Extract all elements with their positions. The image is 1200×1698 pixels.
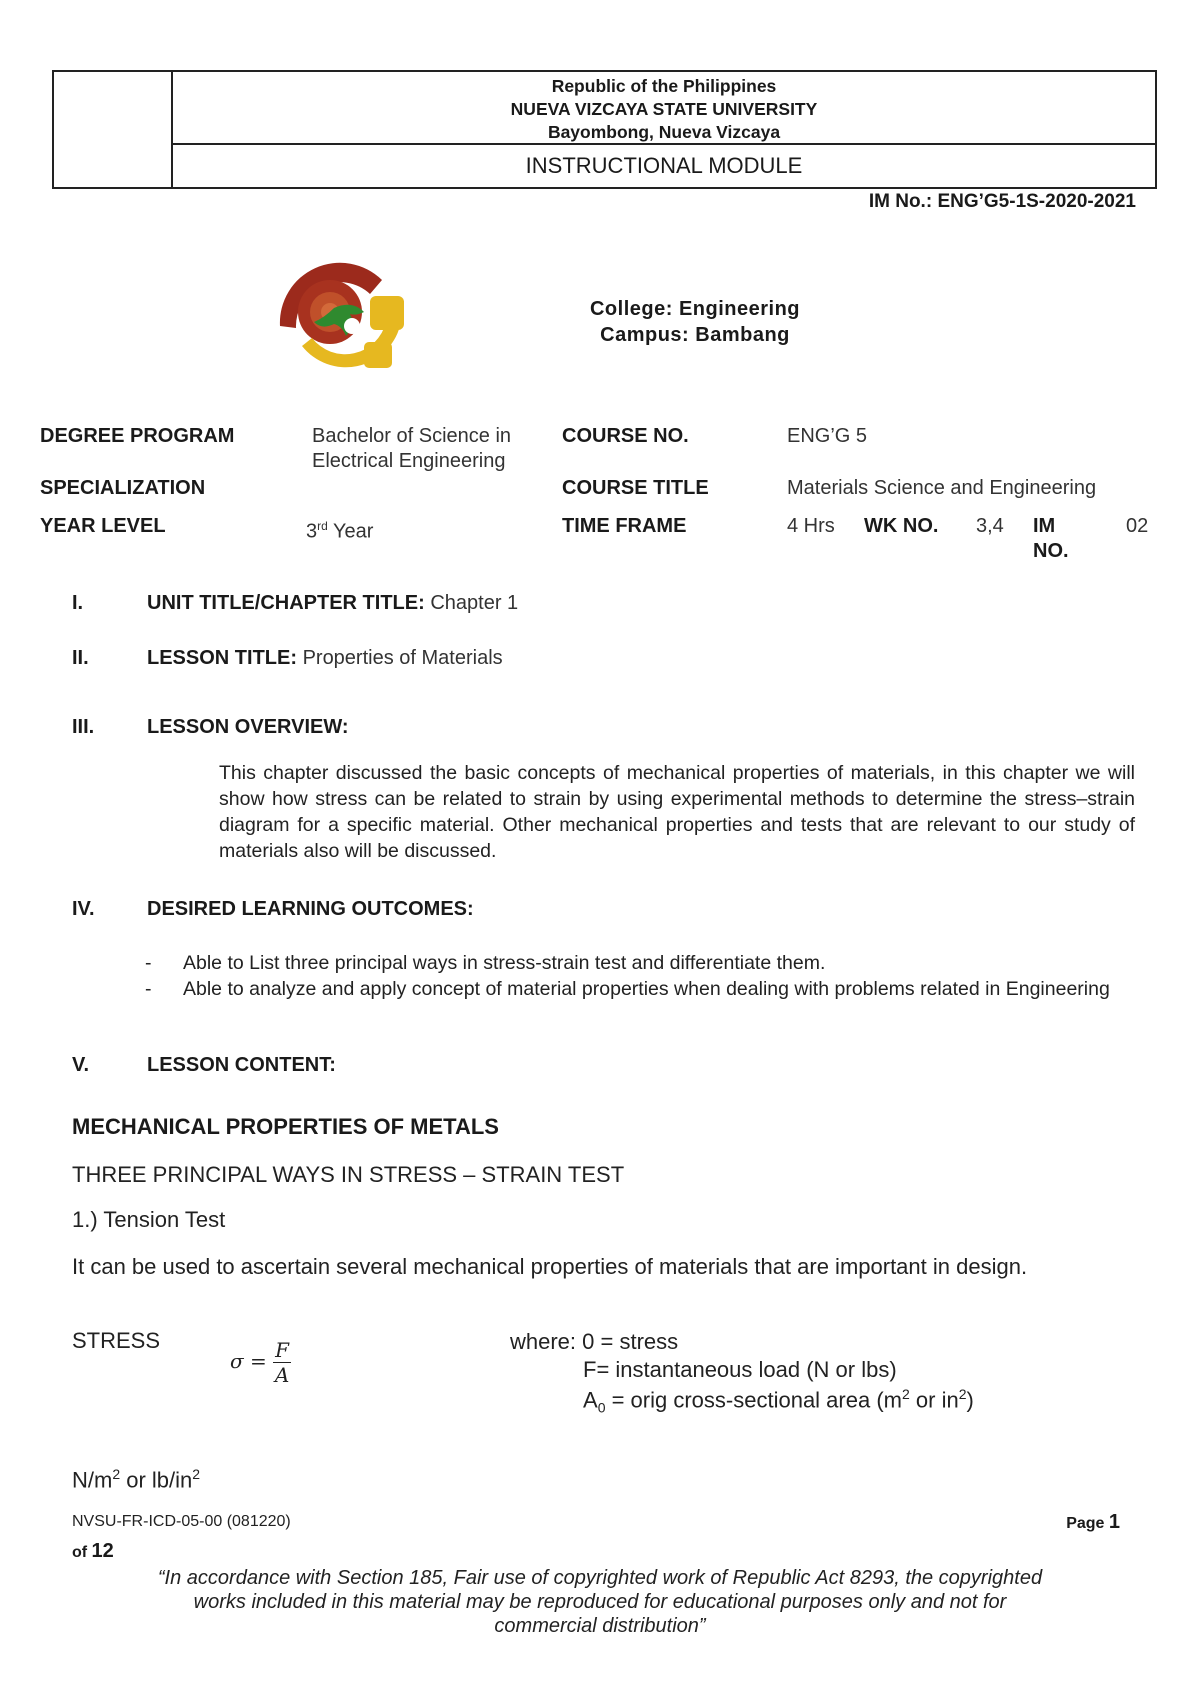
formula-denominator: A bbox=[274, 1363, 290, 1387]
copyright-disclaimer: “In accordance with Section 185, Fair use of copyrighted work of Republic Act 8293, the copyrighted works included in this material may be reproduced for educational purposes only and not for commercial distribution” bbox=[157, 1567, 1043, 1637]
section-2-number: II. bbox=[72, 647, 89, 669]
section-2-label: LESSON TITLE: bbox=[147, 647, 297, 669]
area-text-2: or in bbox=[909, 1387, 959, 1413]
of-num-value: 12 bbox=[91, 1540, 114, 1562]
outcome-2-bullet: - bbox=[145, 978, 152, 1000]
im-no-value: 02 bbox=[1126, 515, 1149, 537]
units-part-1: N/m bbox=[72, 1467, 113, 1493]
year-level-value bbox=[306, 514, 373, 545]
lesson-overview-text: This chapter discussed the basic concepts of mechanical properties of materials, in this chapter we will show how stress can be related to strain by using experimental methods to determine the stress–strain diagram for a specific material. Other mechanical properties and tests that are relevant to our study of materials also will be discussed. bbox=[219, 762, 1135, 862]
year-sup: rd bbox=[317, 519, 328, 533]
stress-formula bbox=[230, 1338, 291, 1387]
college-logo bbox=[272, 256, 412, 376]
course-title-value: Materials Science and Engineering bbox=[787, 477, 1097, 499]
section-2-value: Properties of Materials bbox=[302, 647, 503, 669]
section-3-heading bbox=[147, 716, 349, 739]
area-symbol: A bbox=[583, 1387, 598, 1413]
section-4-heading bbox=[147, 898, 474, 921]
area-text-3: ) bbox=[966, 1387, 974, 1413]
formula-fraction bbox=[273, 1338, 291, 1387]
formula-numerator: F bbox=[275, 1338, 290, 1362]
section-1-number: I. bbox=[72, 592, 84, 614]
time-frame-label: TIME FRAME bbox=[562, 515, 687, 537]
college-line: College: Engineering bbox=[589, 298, 801, 320]
three-ways-heading: THREE PRINCIPAL WAYS IN STRESS – STRAIN TEST bbox=[72, 1162, 625, 1187]
area-subscript: 0 bbox=[597, 1399, 606, 1416]
section-1-label: UNIT TITLE/CHAPTER TITLE: bbox=[147, 592, 425, 614]
area-sup-1: 2 bbox=[901, 1386, 910, 1402]
wk-no-label: WK NO. bbox=[864, 515, 939, 537]
section-1-heading bbox=[147, 592, 518, 615]
im-number: IM No.: ENG’G5-1S-2020-2021 bbox=[868, 191, 1136, 212]
time-frame-value: 4 Hrs bbox=[787, 515, 835, 537]
where-line-3 bbox=[583, 1386, 974, 1416]
page-label: Page bbox=[1066, 1515, 1109, 1532]
header-logo-cell bbox=[54, 72, 173, 187]
course-no-value: ENG’G 5 bbox=[787, 425, 868, 447]
section-3-number: III. bbox=[72, 716, 95, 738]
page-total bbox=[72, 1540, 114, 1563]
tension-test-heading: 1.) Tension Test bbox=[72, 1207, 226, 1232]
tension-test-description: It can be used to ascertain several mechanical properties of materials that are important in design. bbox=[72, 1254, 1028, 1279]
of-label: of bbox=[72, 1544, 92, 1561]
section-5-number: V. bbox=[72, 1054, 90, 1076]
section-5-heading bbox=[147, 1054, 336, 1077]
section-4-label: DESIRED LEARNING OUTCOMES: bbox=[147, 898, 474, 920]
degree-program-label: DEGREE PROGRAM bbox=[40, 425, 235, 447]
specialization-label: SPECIALIZATION bbox=[40, 477, 206, 499]
republic-line: Republic of the Philippines bbox=[551, 76, 777, 96]
degree-value-line-2: Electrical Engineering bbox=[312, 450, 506, 472]
where-line-2: F= instantaneous load (N or lbs) bbox=[583, 1357, 897, 1382]
header-institution bbox=[173, 72, 1155, 145]
header-box bbox=[52, 70, 1157, 189]
outcome-1-bullet: - bbox=[145, 952, 152, 974]
section-1-value: Chapter 1 bbox=[430, 592, 519, 614]
section-5-label: LESSON CONTENT: bbox=[147, 1054, 336, 1076]
im-label-line-2: NO. bbox=[1033, 540, 1069, 562]
page-num-value: 1 bbox=[1108, 1511, 1120, 1533]
degree-value-line-1: Bachelor of Science in bbox=[312, 425, 512, 447]
course-title-label: COURSE TITLE bbox=[562, 477, 709, 499]
section-2-heading bbox=[147, 647, 503, 670]
stress-label: STRESS bbox=[72, 1328, 161, 1353]
year-word: Year bbox=[327, 520, 374, 543]
units-part-2: or lb/in bbox=[120, 1467, 193, 1493]
module-title: INSTRUCTIONAL MODULE bbox=[525, 153, 803, 178]
year-num: 3 bbox=[306, 520, 318, 543]
area-sup-2: 2 bbox=[958, 1386, 967, 1402]
course-no-label: COURSE NO. bbox=[562, 425, 689, 447]
page-number bbox=[1066, 1511, 1120, 1534]
formula-lhs: σ = bbox=[230, 1349, 267, 1373]
units-sup-2: 2 bbox=[192, 1466, 201, 1482]
where-line-1: where: 0 = stress bbox=[510, 1329, 679, 1354]
area-text-1: = orig cross-sectional area (m bbox=[605, 1387, 902, 1413]
location-line: Bayombong, Nueva Vizcaya bbox=[547, 122, 781, 142]
section-3-label: LESSON OVERVIEW: bbox=[147, 716, 349, 738]
college-campus bbox=[580, 296, 810, 348]
section-4-number: IV. bbox=[72, 898, 95, 920]
wk-no-value: 3,4 bbox=[976, 515, 1004, 537]
units-sup-1: 2 bbox=[112, 1466, 121, 1482]
campus-line: Campus: Bambang bbox=[600, 324, 790, 346]
im-label-line-1: IM bbox=[1033, 515, 1056, 537]
mechanical-properties-title: MECHANICAL PROPERTIES OF METALS bbox=[72, 1114, 499, 1139]
university-line: NUEVA VIZCAYA STATE UNIVERSITY bbox=[510, 99, 818, 119]
stress-units bbox=[72, 1466, 200, 1493]
outcome-1: Able to List three principal ways in stress-strain test and differentiate them. bbox=[183, 952, 826, 974]
im-no-label bbox=[1033, 514, 1069, 564]
outcome-2: Able to analyze and apply concept of material properties when dealing with problems related in Engineering bbox=[183, 978, 1110, 1000]
form-code: NVSU-FR-ICD-05-00 (081220) bbox=[72, 1513, 291, 1530]
year-level-label: YEAR LEVEL bbox=[40, 515, 166, 537]
degree-program-value bbox=[312, 424, 511, 474]
